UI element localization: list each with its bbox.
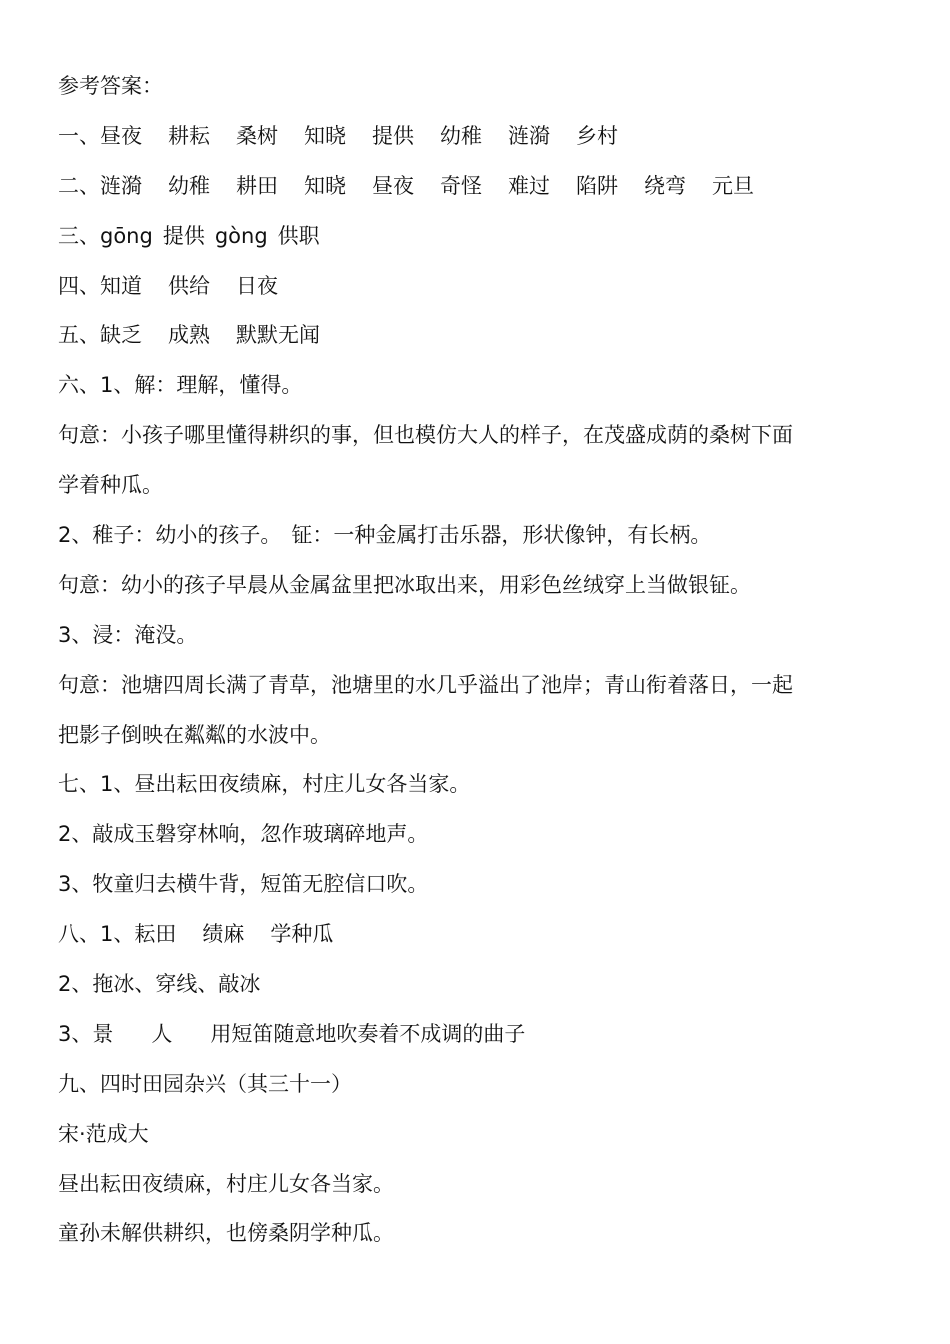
section-6-q3-meaning-text: 句意：池塘四周长满了青草，池塘里的水几乎溢出了池岸；青山衔着落日，一起 <box>58 672 793 697</box>
section-9-poem-line-2 <box>58 1209 908 1259</box>
section-7-l2 <box>58 810 908 860</box>
section-5-word: 成熟 <box>168 323 210 348</box>
section-1-word: 知晓 <box>304 123 346 148</box>
section-1-word: 幼稚 <box>440 123 482 148</box>
section-2-word: 耕田 <box>236 173 278 198</box>
section-8-word: 耘田 <box>134 922 177 947</box>
section-2 <box>58 162 908 212</box>
section-6-q3-meaning <box>58 661 908 711</box>
section-7-l2-text: 2、敲成玉磐穿林响，忽作玻璃碎地声。 <box>58 822 429 847</box>
section-5-word: 默默无闻 <box>236 323 320 348</box>
section-4-word: 供给 <box>168 273 210 298</box>
section-2-word: 奇怪 <box>440 173 482 198</box>
section-8-word: 学种瓜 <box>270 922 334 947</box>
section-8-word: 景 <box>92 1021 114 1046</box>
section-6-q2 <box>58 511 908 561</box>
section-2-word: 绕弯 <box>644 173 686 198</box>
section-9-poem-line-1 <box>58 1160 908 1210</box>
section-7-l1-text: 七、1、昼出耘田夜绩麻，村庄儿女各当家。 <box>58 772 471 797</box>
section-1-word: 提供 <box>372 123 414 148</box>
section-5-word: 缺乏 <box>100 323 142 348</box>
answer-title <box>58 62 908 112</box>
section-3-word: 提供 <box>162 223 205 248</box>
pinyin-gong1: gōng <box>100 223 153 248</box>
section-8-l2 <box>58 960 908 1010</box>
section-2-word: 昼夜 <box>372 173 414 198</box>
section-1-word: 乡村 <box>576 123 618 148</box>
section-5-prefix: 五、 <box>58 323 100 348</box>
section-6-q3-text: 3、浸：淹没。 <box>58 622 198 647</box>
section-2-word: 元旦 <box>712 173 754 198</box>
section-6-q2-term-2: 钲：一种金属打击乐器，形状像钟，有长柄。 <box>291 523 712 548</box>
section-2-word: 知晓 <box>304 173 346 198</box>
section-1 <box>58 112 908 162</box>
section-4-word: 知道 <box>100 273 142 298</box>
section-1-word: 昼夜 <box>100 123 142 148</box>
section-8-l2-text: 2、拖冰、穿线、敲冰 <box>58 972 261 997</box>
section-1-word: 桑树 <box>236 123 278 148</box>
section-6-q1-text: 六、1、解：理解，懂得。 <box>58 373 303 398</box>
section-6-q1 <box>58 361 908 411</box>
section-2-word: 幼稚 <box>168 173 210 198</box>
section-6-q2-meaning-text: 句意：幼小的孩子早晨从金属盆里把冰取出来，用彩色丝绒穿上当做银钲。 <box>58 572 751 597</box>
section-6-q3 <box>58 611 908 661</box>
section-2-word: 陷阱 <box>576 173 618 198</box>
section-6-q1-meaning-text: 句意：小孩子哪里懂得耕织的事，但也模仿大人的样子，在茂盛成荫的桑树下面 <box>58 423 793 448</box>
section-8-l3-prefix: 3、 <box>58 1021 93 1046</box>
section-3-prefix: 三、 <box>58 223 100 248</box>
section-9-author <box>58 1110 908 1160</box>
section-6-q1-meaning <box>58 411 908 461</box>
section-8-word: 人 <box>151 1021 173 1046</box>
section-8-l1 <box>58 910 908 960</box>
section-6-q2-meaning <box>58 561 908 611</box>
section-1-prefix: 一、 <box>58 123 100 148</box>
section-8-word: 用短笛随意地吹奏着不成调的曲子 <box>210 1021 526 1046</box>
poem-line: 童孙未解供耕织，也傍桑阴学种瓜。 <box>58 1221 394 1246</box>
poem-title: 九、四时田园杂兴（其三十一） <box>58 1071 352 1096</box>
section-1-word: 耕耘 <box>168 123 210 148</box>
section-4-word: 日夜 <box>236 273 278 298</box>
section-8-l3 <box>58 1010 908 1060</box>
section-7-l3 <box>58 860 908 910</box>
section-8-word: 绩麻 <box>202 922 245 947</box>
section-2-word: 难过 <box>508 173 550 198</box>
section-2-prefix: 二、 <box>58 173 100 198</box>
poem-author: 宋·范成大 <box>58 1121 149 1146</box>
section-3 <box>58 212 908 262</box>
section-1-word: 涟漪 <box>508 123 550 148</box>
section-6-q1-meaning-cont <box>58 461 908 511</box>
answer-document <box>58 62 908 1259</box>
section-4 <box>58 262 908 312</box>
pinyin-gong4: gòng <box>214 223 268 248</box>
section-6-q2-term-1: 2、稚子：幼小的孩子。 <box>58 523 282 548</box>
section-4-prefix: 四、 <box>58 273 100 298</box>
section-8-l1-prefix: 八、1、 <box>58 922 135 947</box>
poem-line: 昼出耘田夜绩麻，村庄儿女各当家。 <box>58 1171 394 1196</box>
section-9-title <box>58 1060 908 1110</box>
section-6-q3-meaning-cont <box>58 711 908 761</box>
section-6-q1-meaning-cont-text: 学着种瓜。 <box>58 473 163 498</box>
section-7-l1 <box>58 760 908 810</box>
section-2-word: 涟漪 <box>100 173 142 198</box>
section-3-word: 供职 <box>277 223 320 248</box>
section-5 <box>58 311 908 361</box>
section-6-q3-meaning-cont-text: 把影子倒映在粼粼的水波中。 <box>58 722 331 747</box>
answer-title-text: 参考答案： <box>58 74 163 98</box>
section-7-l3-text: 3、牧童归去横牛背，短笛无腔信口吹。 <box>58 872 429 897</box>
